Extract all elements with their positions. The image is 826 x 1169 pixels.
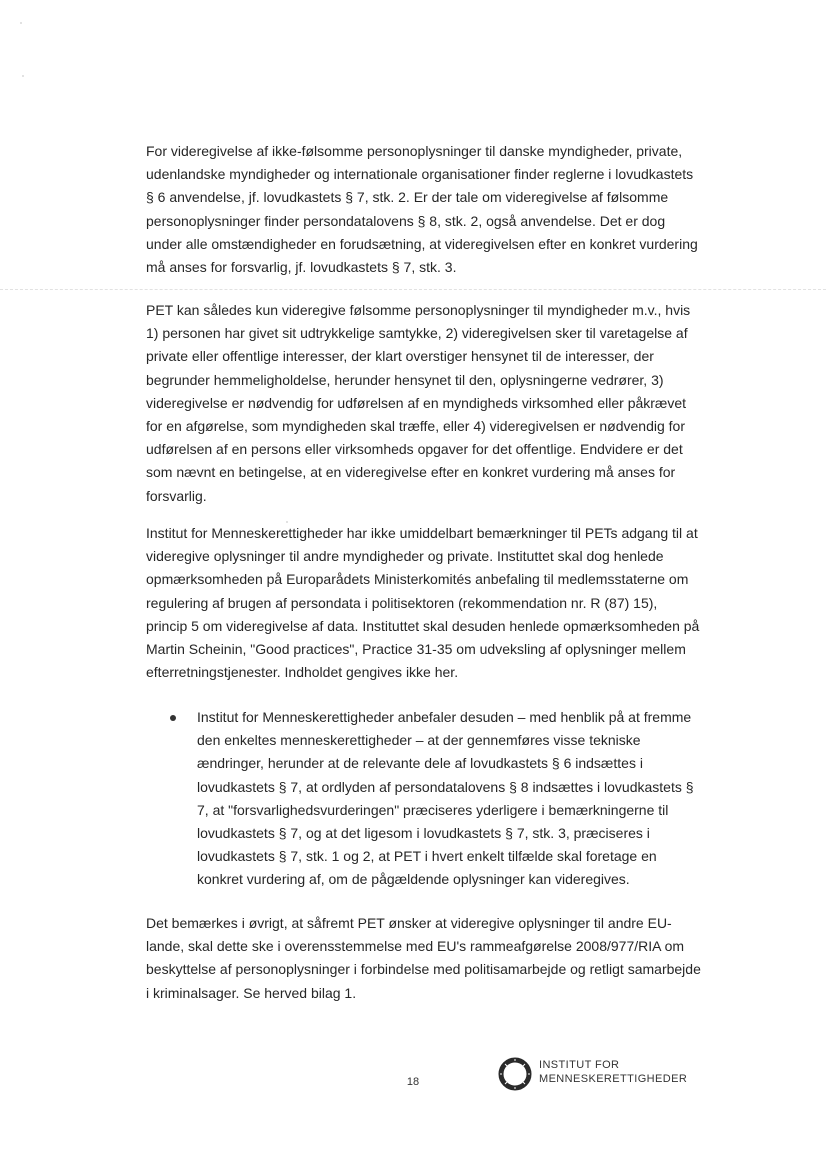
text-line: § 6 anvendelse, jf. lovudkastets § 7, stk. 2. Er der tale om videregivelse af følsomme	[146, 189, 669, 206]
text-line: konkret vurdering af, om de pågældende oplysninger kan videregives.	[197, 871, 630, 888]
text-line: lande, skal dette ske i overensstemmelse med EU's rammeafgørelse 2008/977/RIA om	[146, 938, 685, 955]
text-line: beskyttelse af personoplysninger i forbindelse med politisamarbejde og retligt samarbejde	[146, 961, 701, 978]
logo-line: INSTITUT FOR	[539, 1059, 620, 1071]
text-line: efterretningstjenester. Indholdet gengives ikke her.	[146, 664, 459, 681]
text-line: i kriminalsager. Se herved bilag 1.	[146, 984, 357, 1001]
scan-artifact-line	[0, 289, 826, 290]
text-line: 1) personen har givet sit udtrykkelige samtykke, 2) videregivelsen sker til varetagelse af	[146, 325, 688, 342]
text-line: Institut for Menneskerettigheder anbefaler desuden – med henblik på at fremme	[197, 709, 692, 725]
logo-wordmark	[539, 1058, 687, 1086]
text-line: private eller offentlige interesser, der klart overstiger hensynet til de interesser, der	[146, 348, 654, 365]
text-line: må anses for forsvarlig, jf. lovudkastets § 7, stk. 3.	[146, 259, 457, 276]
text-line: For videregivelse af ikke-følsomme personoplysninger til danske myndigheder, private,	[146, 143, 683, 159]
text-line: lovudkastets § 7, at ordlyden af persondatalovens § 8 indsættes i lovudkastets §	[197, 778, 694, 795]
text-line: regulering af brugen af persondata i politisektoren (rekommendation nr. R (87) 15),	[146, 594, 658, 611]
text-line: 7, at "forsvarlighedsvurderingen" præciseres yderligere i bemærkningerne til	[197, 801, 669, 818]
text-line: udenlandske myndigheder og internationale organisationer finder reglerne i lovudkastets	[146, 166, 694, 183]
paragraph-pet-conditions	[146, 299, 691, 508]
text-line: videregivelse er nødvendig for udførelsen af en myndigheds virksomhed eller påkrævet	[146, 394, 687, 411]
text-line: videregive oplysninger til andre myndigheder og private. Instituttet skal dog henlede	[146, 548, 664, 565]
text-line: udførelsen af en persons eller virksomheds opgaver for det offentlige. Endvidere er det	[146, 441, 683, 458]
institute-logo	[497, 1054, 697, 1094]
text-line: forsvarlig.	[146, 487, 207, 504]
text-line: princip 5 om videregivelse af data. Instituttet skal desuden henlede opmærksomheden på	[146, 617, 700, 634]
ring-logo-icon	[497, 1056, 533, 1092]
text-line: Institut for Menneskerettigheder har ikke umiddelbart bemærkninger til PETs adgang til at	[146, 525, 698, 541]
text-line: den enkeltes menneskerettigheder – at der gennemføres visse tekniske	[197, 732, 641, 749]
text-line: lovudkastets § 7, og at det ligesom i lovudkastets § 7, stk. 3, præciseres i	[197, 825, 650, 842]
text-line: for en afgørelse, som myndigheden skal træffe, eller 4) videregivelsen er nødvendig for	[146, 418, 686, 435]
bullet-icon	[170, 715, 176, 721]
text-line: som nævnt en betingelse, at en videregivelse efter en konkret vurdering må anses for	[146, 464, 676, 481]
text-line: ændringer, herunder at de relevante dele af lovudkastets § 6 indsættes i	[197, 755, 643, 772]
text-line: under alle omstændigheder en forudsætning, at videregivelsen efter en konkret vurdering	[146, 235, 698, 252]
text-line: personoplysninger finder persondatalovens § 8, stk. 2, også anvendelse. Det er dog	[146, 212, 666, 229]
paragraph-eu-framework	[146, 912, 701, 1005]
text-line: lovudkastets § 7, stk. 1 og 2, at PET i hvert enkelt tilfælde skal foretage en	[197, 848, 657, 865]
paragraph-disclosure-rules	[146, 140, 698, 279]
text-line: Det bemærkes i øvrigt, at såfremt PET ønsker at videregive oplysninger til andre EU-	[146, 915, 672, 931]
text-line: PET kan således kun videregive følsomme personoplysninger til myndigheder m.v., hvis	[146, 302, 691, 318]
text-line: Martin Scheinin, "Good practices", Practice 31-35 om udveksling af oplysninger mellem	[146, 641, 686, 658]
logo-line: MENNESKERETTIGHEDER	[539, 1073, 688, 1085]
page-number: 18	[406, 1076, 420, 1088]
scan-speck	[22, 75, 24, 77]
paragraph-institute-remarks	[146, 522, 700, 684]
text-line: begrunder hemmeligholdelse, herunder hensynet til den, oplysningerne vedrører, 3)	[146, 371, 664, 388]
text-line: opmærksomheden på Europarådets Ministerkomités anbefaling til medlemsstaterne om	[146, 571, 689, 588]
scan-speck	[20, 22, 22, 24]
bullet-text	[197, 706, 694, 892]
